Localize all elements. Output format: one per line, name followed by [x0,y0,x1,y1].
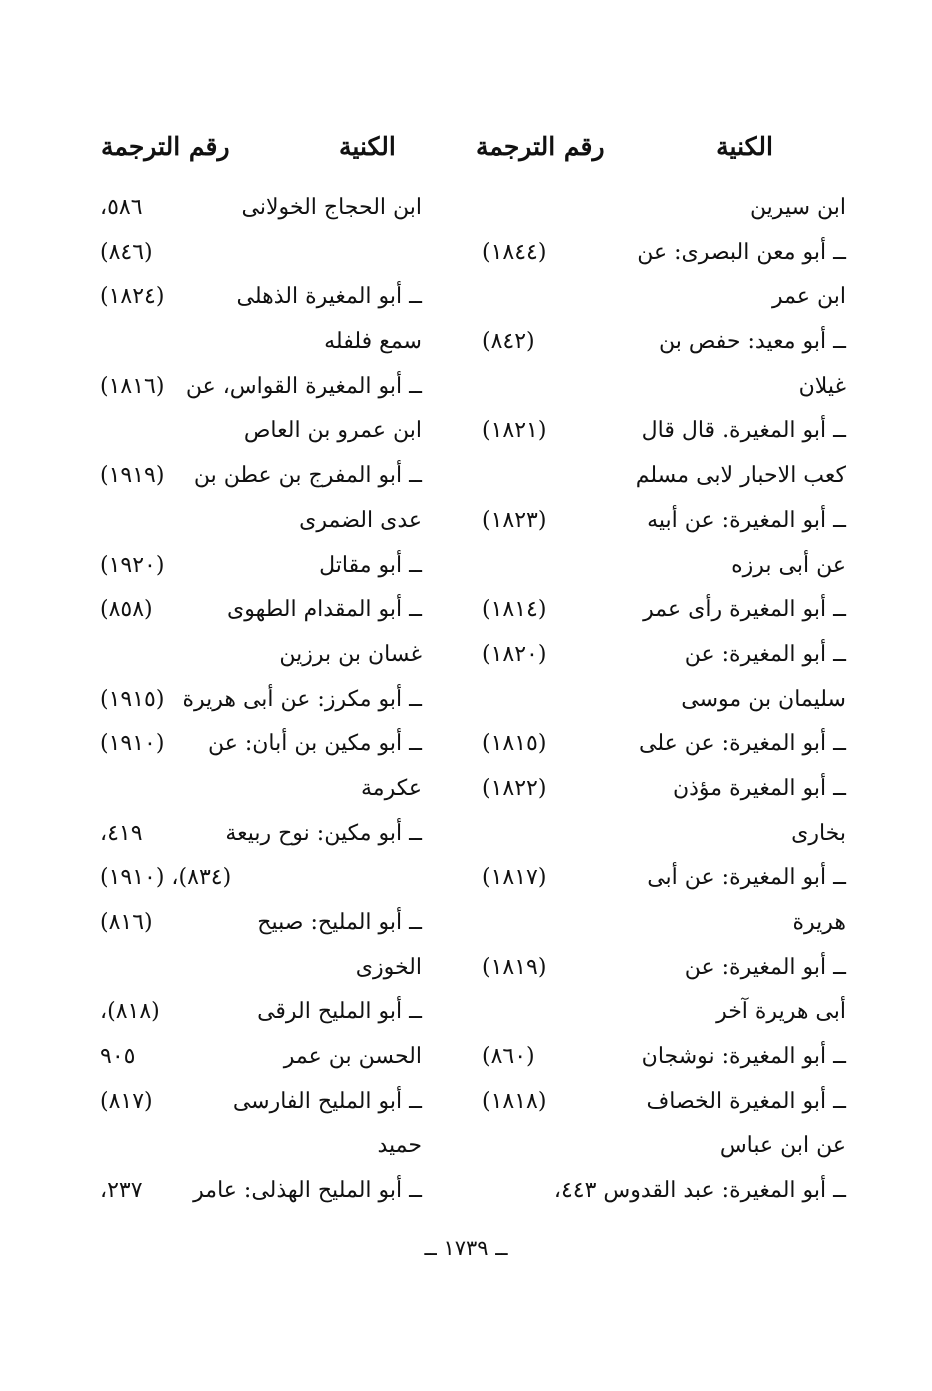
right-entry-number: (١٨١٩) [482,954,547,980]
left-entry-row [100,946,436,991]
right-entry-number: (١٨١٨) [482,1088,547,1114]
left-entry-number: (١٨٢٤) [100,284,165,310]
left-entry-row [100,722,436,767]
left-entry-name: ــ أبو مقاتل [319,552,422,578]
right-entry-name: غيلان [798,373,846,399]
left-index-column [100,186,436,1214]
right-entry-number: (١٨١٥) [482,731,547,757]
right-entry-number: (١٨٢٢) [482,775,547,801]
right-entry-row [482,812,846,857]
left-entry-name: الخوزى [355,954,422,980]
header-left-number: رقم الترجمة [101,132,230,161]
left-entry-row [100,320,436,365]
left-entry-number: ٢٣٧، [100,1178,143,1204]
left-entry-number: (١٩١٠) [100,731,165,757]
left-entry-name: عدى الضمرى [299,507,422,533]
left-entry-number: (٨٣٤)، (١٩١٠) [100,865,232,891]
right-entry-row [482,1124,846,1169]
left-entry-name: سمع فلفله [324,329,422,355]
right-entry-number: (١٨٢٣) [482,507,547,533]
left-entry-row [100,678,436,723]
left-entry-number: (١٩١٩) [100,463,165,489]
right-entry-row [482,544,846,589]
left-entry-name: ــ أبو المفرج بن عطن بن [193,463,422,489]
left-entry-row [100,499,436,544]
left-entry-row [100,275,436,320]
left-entry-number: (٨١٧) [100,1088,153,1114]
left-entry-name: ابن عمرو بن العاص [243,418,422,444]
left-entry-number: (٨١٦) [100,910,153,935]
right-entry-name: ــ أبو المغيرة. قال قال [641,418,846,444]
left-entry-number: ٩٠٥ [100,1044,136,1070]
left-entry-row [100,186,436,231]
right-entry-name: أبى هريرة آخر [716,999,846,1025]
right-entry-row [482,499,846,544]
right-entry-name: ــ أبو معيد: حفص بن [658,329,846,355]
right-entry-number: (٨٤٢) [482,329,535,355]
right-entry-row [482,856,846,901]
right-entry-row [482,454,846,499]
left-entry-name: غسان بن برزين [279,641,422,667]
left-entry-row [100,1169,436,1214]
left-entry-name: ــ أبو المغيرة الذهلى [236,284,422,310]
left-entry-number: (١٩١٥) [100,686,165,712]
left-entry-row [100,767,436,812]
right-entry-name: ــ أبو المغيرة: عن أبى [647,865,846,891]
right-entry-name: ابن سيرين [749,195,846,220]
left-entry-name: ــ أبو المغيرة القواس، عن [185,373,422,399]
right-entry-row [482,409,846,454]
right-entry-name: هريرة [792,910,846,935]
header-right-number: رقم الترجمة [476,132,605,161]
left-entry-number: (١٩٢٠) [100,552,165,578]
left-entry-name: ــ أبو المليح الفارسى [232,1088,422,1114]
right-entry-name: ــ أبو المغيرة: عن [684,641,846,667]
right-entry-row [482,678,846,723]
left-entry-number: (٨١٨)، [100,999,160,1025]
right-entry-number: (١٨٢١) [482,418,547,444]
left-entry-row [100,231,436,276]
left-entry-name: حميد [377,1133,422,1159]
right-entry-number: (١٨١٤) [482,597,547,623]
right-entry-name: عن أبى برزه [731,552,846,578]
right-entry-row [482,990,846,1035]
right-entry-row [482,901,846,946]
right-index-column [482,186,846,1214]
right-entry-row [482,186,846,231]
right-entry-name: ــ أبو المغيرة: عبد القدوس ٤٤٣، [553,1178,846,1204]
header-right-kunya: الكنية [716,132,773,161]
right-entry-row [482,320,846,365]
left-entry-row [100,365,436,410]
right-entry-name: ــ أبو المغيرة: عن على [639,731,846,757]
left-entry-row [100,544,436,589]
right-entry-row [482,1035,846,1080]
left-entry-name: ــ أبو المقدام الطهوى [226,597,422,623]
left-entry-name: ــ أبو المليح: صبيح [257,910,422,935]
left-entry-name: ــ أبو مكرز: عن أبى هريرة [182,686,422,712]
left-entry-row [100,990,436,1035]
right-entry-row [482,633,846,678]
left-entry-number: ٤١٩، [100,820,143,846]
header-left-kunya: الكنية [339,132,396,161]
left-entry-row [100,588,436,633]
left-entry-number: (٨٥٨) [100,597,153,623]
left-entry-row [100,409,436,454]
right-entry-name: ــ أبو المغيرة رأى عمر [643,597,846,623]
right-entry-name: بخارى [791,820,846,846]
left-entry-row [100,633,436,678]
right-entry-name: ــ أبو المغيرة: عن أبيه [647,507,846,533]
left-entry-row [100,856,436,901]
right-entry-name: كعب الاحبار لابى مسلم [635,463,846,489]
left-entry-name: ــ أبو المليح الهذلى: عامر [193,1178,422,1204]
left-entry-name: ــ أبو المليح الرقى [257,999,422,1025]
right-entry-name: ابن عمر [772,284,846,310]
right-entry-row [482,588,846,633]
right-entry-row [482,946,846,991]
right-entry-row [482,275,846,320]
right-entry-row [482,722,846,767]
right-entry-row [482,365,846,410]
left-entry-row [100,1124,436,1169]
right-entry-name: ــ أبو المغيرة مؤذن [672,775,846,801]
left-entry-name: عكرمة [361,775,422,801]
right-entry-row [482,1169,846,1214]
right-entry-number: (١٨٤٤) [482,239,547,265]
right-entry-name: ــ أبو المغيرة: عن [684,954,846,980]
left-entry-row [100,1035,436,1080]
right-entry-name: سليمان بن موسى [681,686,846,712]
left-entry-name: الحسن بن عمر [283,1044,422,1070]
right-entry-name: ــ أبو معن البصرى: عن [637,239,846,265]
right-entry-name: عن ابن عباس [719,1133,846,1159]
right-entry-number: (٨٦٠) [482,1044,535,1070]
left-entry-row [100,454,436,499]
left-entry-row [100,1080,436,1125]
left-entry-number: (٨٤٦) [100,239,153,265]
left-entry-name: ابن الحجاج الخولانى [241,195,422,220]
page-number: ــ ١٧٣٩ ــ [424,1236,508,1260]
left-entry-name: ــ أبو مكين: نوح ربيعة [225,820,422,846]
left-entry-row [100,901,436,946]
left-entry-row [100,812,436,857]
right-entry-row [482,231,846,276]
right-entry-row [482,1080,846,1125]
right-entry-name: ــ أبو المغيرة: نوشجان [641,1044,846,1070]
right-entry-row [482,767,846,812]
right-entry-name: ــ أبو المغيرة الخصاف [646,1088,846,1114]
left-entry-number: ٥٨٦، [100,195,143,220]
right-entry-number: (١٨١٧) [482,865,547,891]
left-entry-number: (١٨١٦) [100,373,165,399]
left-entry-name: ــ أبو مكين بن أبان: عن [207,731,422,757]
right-entry-number: (١٨٢٠) [482,641,547,667]
